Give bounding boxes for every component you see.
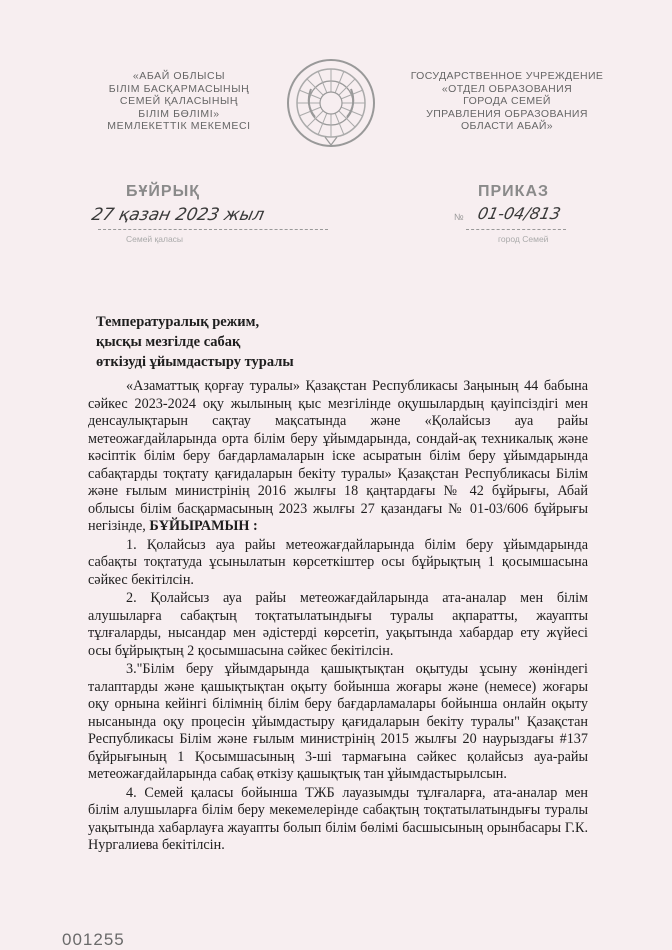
number-prefix: № [454, 212, 464, 222]
subject-line: қысқы мезгілде сабақ [96, 334, 241, 350]
city-ru: город Семей [498, 234, 549, 244]
subject-line: өткізуді ұйымдастыру туралы [96, 354, 294, 370]
handwritten-date: 27 қазан 2023 жыл [89, 205, 267, 225]
subject-heading [96, 312, 396, 372]
doc-title-ru: ПРИКАЗ [478, 183, 550, 200]
handwritten-number: 01-04/813 [475, 204, 563, 223]
order-item: 3."Білім беру ұйымдарында қашықтықтан оқытуды ұсыну жөніндегі талаптарды және қашықтықтан оқыту бойынша жоғары және (немесе) жоғары оқу орнына кейінгі білімнің білім беру бағдарламалары бойынша онлайн оқыту нысанында оқу процесін ұйымдастыру қағидаларын бекіту туралы" Қазақстан Республикасы Білім және ғылым министрінің 2015 жылғы 20 наурыздағы #137 бұйрығының 1 Қосымшасының 3-ші тармағына сәйкес қолайсыз ауа-райы метеожағдайларында сабақ өткізу қашықтық тан ұйымдастырылсын. [88, 661, 588, 782]
header-right-line: ОБЛАСТИ АБАЙ» [460, 120, 554, 132]
header-right-line: ГОСУДАРСТВЕННОЕ УЧРЕЖДЕНИЕ [410, 70, 604, 82]
subject-line: Температуралық режим, [96, 314, 260, 330]
order-item: 2. Қолайсыз ауа райы метеожағдайларында ата-аналар мен білім алушыларға сабақтың тоқтатылатындығы туралы ақпаратты, жауапты тұлғаларды, нысандар мен әдістерді көрсетіп, уақытында хабардар ету жүйесі осы бұйрықтың 2 қосымшасына сәйкес бекітілсін. [88, 590, 588, 659]
order-item: 4. Семей қаласы бойынша ТЖБ лауазымды тұлғаларға, ата-аналар мен білім алушыларға білім беру мекемелерінде сабақтың тоқтатылатындығы туралы уақытында хабарлауға жауапты болып білім бөлімі басшысының орынбасары Г.К. Нургалиева бекітілсін. [88, 784, 588, 853]
header-left-line: БІЛІМ БАСҚАРМАСЫНЫҢ [108, 82, 250, 95]
header-left-line: БІЛІМ БӨЛІМІ» [138, 107, 220, 120]
header-right-line: ГОРОДА СЕМЕЙ [463, 95, 551, 107]
header-right-institution [392, 70, 622, 133]
doc-title-kz: БҰЙРЫҚ [126, 183, 200, 200]
header-right-line: «ОТДЕЛ ОБРАЗОВАНИЯ [441, 82, 573, 95]
header-left-line: СЕМЕЙ ҚАЛАСЫНЫҢ [119, 95, 239, 107]
state-emblem-icon [285, 57, 377, 149]
number-underline [466, 229, 566, 230]
header-left-line: «АБАЙ ОБЛЫСЫ [132, 70, 226, 82]
header-right-line: УПРАВЛЕНИЯ ОБРАЗОВАНИЯ [426, 107, 588, 120]
preamble-paragraph [88, 378, 588, 536]
order-item: 1. Қолайсыз ауа райы метеожағдайларында білім беру ұйымдарында сабақты тоқтатуда ұсынылатын көрсеткіштер осы бұйрықтың 1 қосымшасына сәйкес бекітілсін. [88, 536, 588, 588]
date-underline [98, 229, 328, 230]
preamble-text: «Азаматтық қорғау туралы» Қазақстан Республикасы Заңының 44 бабына сәйкес 2023-2024 оқу жылының қыс мезгілінде оқушылардың қауіпсіздігі мен денсаулықтарын сақтау мақсатында және «Қолайсыз ауа райы метеожағдайларында орта білім беру ұйымдарында, сондай-ақ техникалық және кәсіптік білім беру бағдарламаларын іске асыратын білім беру ұйымдарында сабақтарды тоқтату қағидаларын бекіту туралы» Қазақстан Республикасы Білім және ғылым министрінің 2016 жылғы 18 қаңтардағы № 42 бұйрығы, Абай облысы білім басқармасының 2023 жылғы 27 қазандағы № 01-03/606 бұйрығы негізінде, [88, 378, 588, 534]
header-left-line: МЕМЛЕКЕТТІК МЕКЕМЕСІ [107, 120, 251, 132]
document-body [88, 378, 588, 855]
city-kz: Семей қаласы [126, 234, 184, 244]
order-word: БҰЙЫРАМЫН : [149, 518, 258, 534]
header-left-institution [72, 70, 286, 133]
serial-number: 001255 [62, 930, 125, 949]
